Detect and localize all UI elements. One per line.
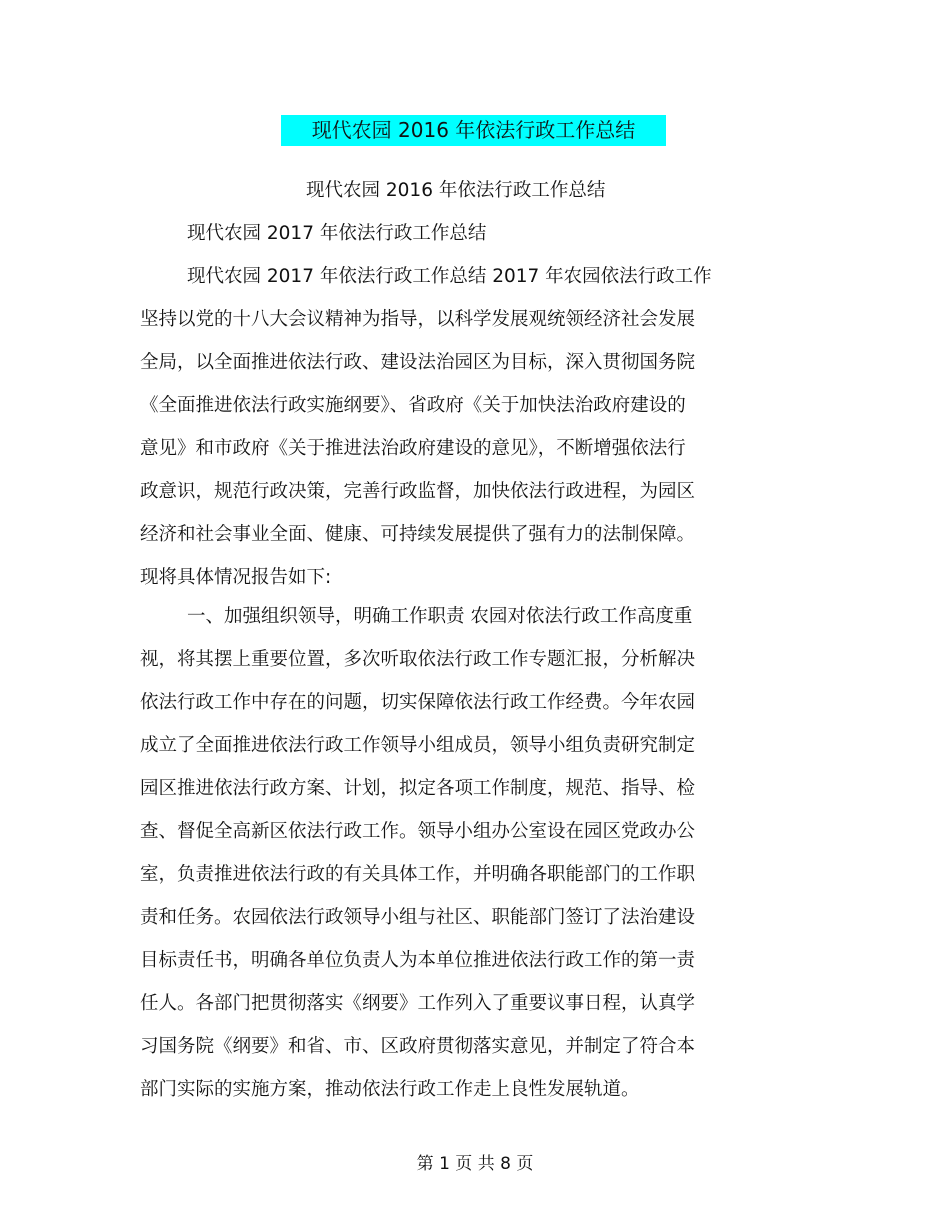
paragraph-line: 《全面推进依法行政实施纲要》、省政府《关于加快法治政府建设的 <box>140 395 686 416</box>
paragraph-line: 全局，以全面推进依法行政、建设法治园区为目标，深入贯彻国务院 <box>140 352 696 373</box>
paragraph-line: 现将具体情况报告如下: <box>140 567 332 588</box>
paragraph-line: 依法行政工作中存在的问题，切实保障依法行政工作经费。今年农园 <box>140 692 696 713</box>
paragraph-line: 经济和社会事业全面、健康、可持续发展提供了强有力的法制保障。 <box>140 524 696 545</box>
paragraph-line: 现代农园 2017 年依法行政工作总结 2017 年农园依法行政工作 <box>187 266 712 287</box>
paragraph-line: 意见》和市政府《关于推进法治政府建设的意见》，不断增强依法行 <box>140 438 686 459</box>
section-heading-line: 一、加强组织领导，明确工作职责 农园对依法行政工作高度重 <box>187 606 693 627</box>
paragraph-line: 成立了全面推进依法行政工作领导小组成员，领导小组负责研究制定 <box>140 735 696 756</box>
document-subtitle: 现代农园 2016 年依法行政工作总结 <box>306 180 606 201</box>
paragraph-line: 习国务院《纲要》和省、市、区政府贯彻落实意见，并制定了符合本 <box>140 1036 696 1057</box>
paragraph-line: 部门实际的实施方案，推动依法行政工作走上良性发展轨道。 <box>140 1079 640 1100</box>
paragraph-line: 查、督促全高新区依法行政工作。领导小组办公室设在园区党政办公 <box>140 821 696 842</box>
paragraph-line: 园区推进依法行政方案、计划，拟定各项工作制度，规范、指导、检 <box>140 778 696 799</box>
document-title-banner: 现代农园 2016 年依法行政工作总结 <box>281 115 666 146</box>
page-footer-pagination: 第 1 页 共 8 页 <box>416 1154 534 1174</box>
heading-line: 现代农园 2017 年依法行政工作总结 <box>187 223 487 244</box>
paragraph-line: 目标责任书，明确各单位负责人为本单位推进依法行政工作的第一责 <box>140 950 696 971</box>
paragraph-line: 视，将其摆上重要位置，多次听取依法行政工作专题汇报，分析解决 <box>140 649 696 670</box>
paragraph-line: 政意识，规范行政决策，完善行政监督，加快依法行政进程，为园区 <box>140 481 696 502</box>
paragraph-line: 室，负责推进依法行政的有关具体工作，并明确各职能部门的工作职 <box>140 864 696 885</box>
paragraph-line: 坚持以党的十八大会议精神为指导，以科学发展观统领经济社会发展 <box>140 309 696 330</box>
paragraph-line: 责和任务。农园依法行政领导小组与社区、职能部门签订了法治建设 <box>140 907 696 928</box>
paragraph-line: 任人。各部门把贯彻落实《纲要》工作列入了重要议事日程，认真学 <box>140 993 696 1014</box>
